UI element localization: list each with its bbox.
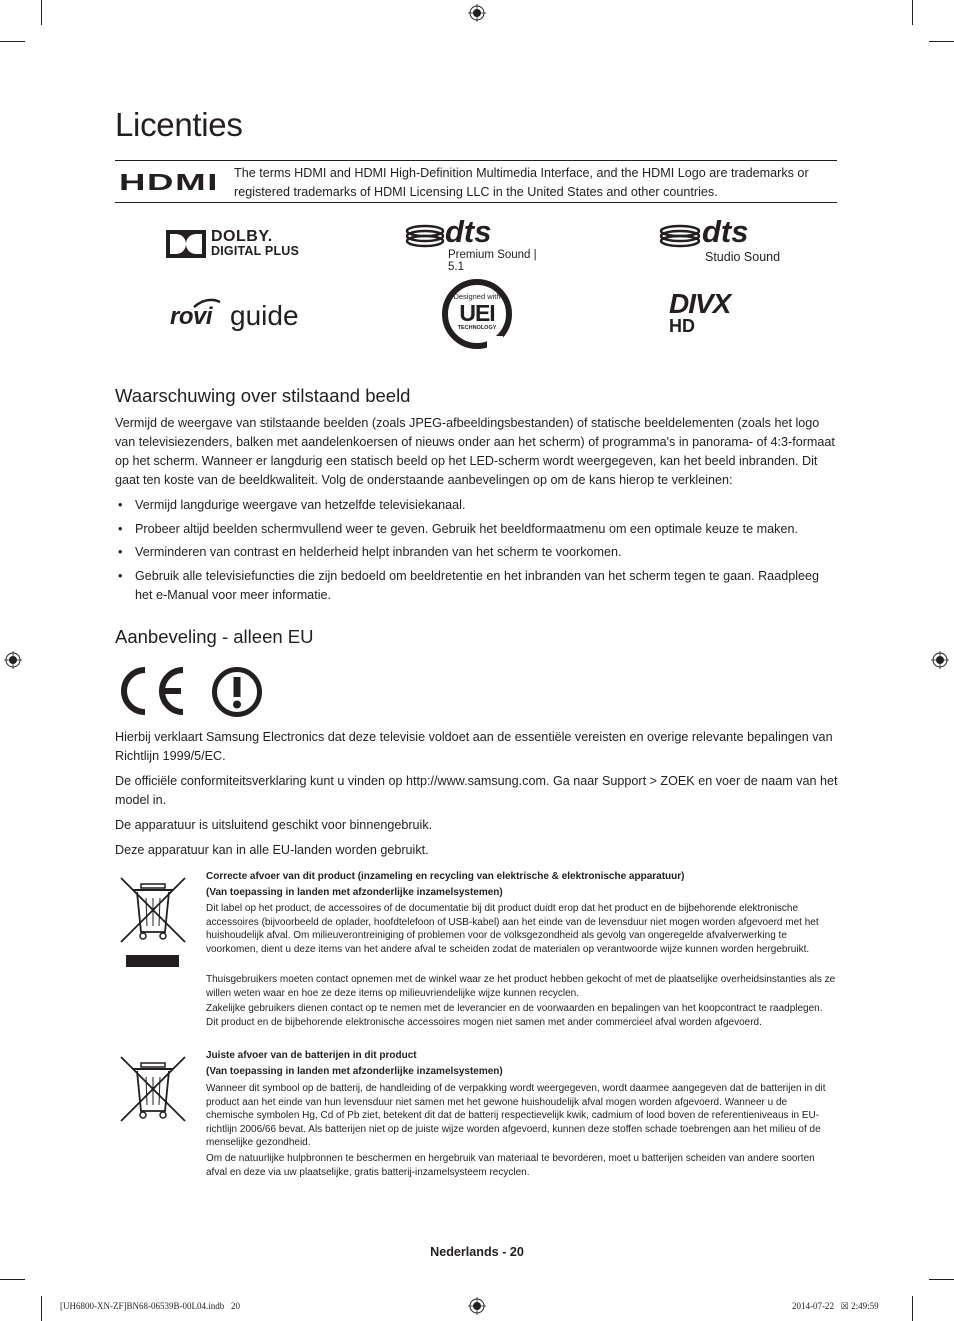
hdmi-logo-icon: [119, 170, 221, 192]
ce-mark-icon: [115, 666, 187, 716]
bullet-dot: •: [118, 498, 123, 512]
rovi-guide-word: guide: [230, 300, 299, 331]
weee-paragraph: Dit label op het product, de accessoires of de documentatie bij dit product duidt erop dat het product en de bijbehorende elektronische accessoires (bijvoorbeeld de oplader, hoofdtelefoon of USB-kabel) aan het einde van de levensduur niet mogen worden afgevoerd met het huishoudelijk afval. Om milieuverontreiniging of problemen voor de volksgezondheid als gevolg van ongeregelde afvalverwerking te voorkomen, dient u deze items van het andere afval te scheiden zodat de materialen op verantwoorde wijze kunnen worden hergebruikt.: [206, 903, 819, 955]
dolby-word: DOLBY.: [211, 228, 273, 245]
battery-paragraph: Om de natuurlijke hulpbronnen te beschermen en hergebruik van materiaal te bevorderen, moet u batterijen scheiden van andere soorten afval en deze via uw plaatselijke, gratis batterij-inzamelsysteem recyclen.: [206, 1153, 815, 1178]
dolby-double-d-icon: [166, 230, 206, 258]
crop-mark: [929, 1279, 954, 1280]
eu-paragraph: Deze apparatuur kan in alle EU-landen worden gebruikt.: [115, 843, 429, 857]
battery-paragraph: Wanneer dit symbool op de batterij, de handleiding of de verpakking wordt weergegeven, wordt daarmee aangegeven dat de batterijen in dit product aan het einde van hun levensduur niet samen met het gewone huishoudelijk afval mogen worden afgevoerd. Wanneer u de chemische symbolen Hg, Cd of Pb ziet, betekent dit dat de batterij respectievelijk kwik, cadmium of lood boven de referentieniveaus in EU-richtlijn 2006/66 bevat. Als batterijen niet op de juiste wijze worden afgevoerd, kunnen deze stoffen schade toebrengen aan het milieu of de menselijke gezondheid.: [206, 1083, 826, 1148]
crossed-bin-icon: [119, 876, 187, 968]
dts-premium-sub: Premium Sound | 5.1: [448, 249, 537, 273]
bullet-dot: •: [118, 569, 123, 583]
list-item-text: Gebruik alle televisiefuncties die zijn bedoeld om beeldretentie en het inbranden van het scherm tegen te gaan. Raadpleeg het e-Manual voor meer informatie.: [135, 569, 820, 602]
rovi-word: rovi: [170, 303, 213, 330]
divx-word: DIVX: [669, 288, 731, 319]
page-title: Licenties: [115, 106, 243, 143]
crop-mark: [912, 0, 913, 25]
registration-mark-icon: [468, 1297, 486, 1315]
list-item-text: Probeer altijd beelden schermvullend weer te geven. Gebruik het beeldformaatmenu om een optimale keuze te maken.: [135, 522, 798, 536]
eu-paragraph: De officiële conformiteitsverklaring kunt u vinden op http://www.samsung.com. Ga naar Support > ZOEK en voer de naam van het model in.: [115, 774, 838, 807]
uei-top-text: Designed with: [453, 292, 501, 301]
hdmi-trademark-box: [115, 160, 837, 203]
print-slug-left: [UH6800-XN-ZF]BN68-06539B-00L04.indb 20: [60, 1301, 240, 1311]
dts-premium-logo: [405, 214, 555, 273]
weee-paragraph: Thuisgebruikers moeten contact opnemen met de winkel waar ze het product hebben gekocht of met de plaatselijke overheidsinstanties als ze willen weten waar en hoe ze deze items op milieuvriendelijke wijze kunnen recyclen.: [206, 974, 836, 999]
page-number: Nederlands - 20: [430, 1245, 524, 1259]
bullet-dot: •: [118, 522, 123, 536]
dolby-logo: [166, 228, 311, 260]
eu-paragraph: De apparatuur is uitsluitend geschikt voor binnengebruik.: [115, 818, 433, 832]
battery-title: Juiste afvoer van de batterijen in dit product: [206, 1050, 417, 1061]
dts-swoosh-icon: [659, 224, 701, 248]
crop-mark: [0, 1279, 25, 1280]
print-slug-right: 2014-07-22 ☒ 2:49:59: [792, 1301, 879, 1311]
alert-mark-icon: [211, 666, 263, 718]
crop-mark: [912, 1296, 913, 1321]
section-heading-eu: Aanbeveling - alleen EU: [115, 626, 314, 647]
dts-word: dts: [445, 214, 492, 249]
divx-hd-logo: [669, 288, 779, 338]
battery-subtitle: (Van toepassing in landen met afzonderlijke inzamelsystemen): [206, 1066, 503, 1077]
dolby-digital-plus: DIGITAL PLUS: [211, 244, 300, 258]
list-item-text: Vermijd langdurige weergave van hetzelfde televisiekanaal.: [135, 498, 466, 512]
bullet-dot: •: [118, 545, 123, 559]
dts-studio-logo: [659, 214, 789, 268]
crop-mark: [929, 41, 954, 42]
hdmi-logo-text: HDMI: [119, 170, 219, 192]
divx-hd-word: HD: [669, 316, 695, 336]
crop-mark: [41, 0, 42, 25]
dts-studio-sub: Studio Sound: [705, 250, 781, 264]
weee-subtitle: (Van toepassing in landen met afzonderlijke inzamelsystemen): [206, 887, 503, 898]
registration-mark-icon: [468, 4, 486, 22]
crop-mark: [41, 1296, 42, 1321]
uei-mid-text: UEI: [459, 300, 495, 326]
warning-body: Vermijd de weergave van stilstaande beelden (zoals JPEG-afbeeldingsbestanden) of statische beeldelementen (zoals het logo van televisiezenders, balken met aandelenkoersen of nieuws onder aan het scherm) of programma's in panorama- of 4:3-formaat op het scherm. Wanneer er langdurig een statisch beeld op het LED-scherm wordt weergegeven, kan het beeld inbranden. Dit gaat ten koste van de beeldkwaliteit. Volg de onderstaande aanbevelingen op om de kans hierop te verkleinen:: [115, 416, 835, 487]
uei-bottom-text: TECHNOLOGY: [457, 325, 497, 331]
hdmi-trademark-text: The terms HDMI and HDMI High-Definition Multimedia Interface, and the HDMI Logo are trademarks or registered trademarks of HDMI Licensing LLC in the United States and other countries.: [234, 166, 809, 199]
rovi-guide-logo: [170, 298, 310, 334]
list-item-text: Verminderen van contrast en helderheid helpt inbranden van het scherm te voorkomen.: [135, 545, 622, 559]
crop-mark: [0, 41, 25, 42]
dts-swoosh-icon: [405, 224, 445, 248]
uei-logo: [441, 278, 513, 350]
crossed-bin-icon: [119, 1055, 187, 1125]
section-heading-warning: Waarschuwing over stilstaand beeld: [115, 385, 411, 406]
weee-paragraph: Zakelijke gebruikers dienen contact op te nemen met de leverancier en de voorwaarden en bepalingen van het koopcontract te raadplegen. Dit product en de bijbehorende elektronische accessoires mogen niet samen met ander commercieel afval worden afgevoerd.: [206, 1003, 823, 1028]
registration-mark-icon: [4, 651, 22, 669]
registration-mark-icon: [931, 651, 949, 669]
dts-word: dts: [702, 214, 749, 249]
weee-title: Correcte afvoer van dit product (inzameling en recycling van elektrische & elektronische apparatuur): [206, 871, 685, 882]
eu-paragraph: Hierbij verklaart Samsung Electronics dat deze televisie voldoet aan de essentiële vereisten en overige relevante bepalingen van Richtlijn 1999/5/EC.: [115, 730, 833, 763]
